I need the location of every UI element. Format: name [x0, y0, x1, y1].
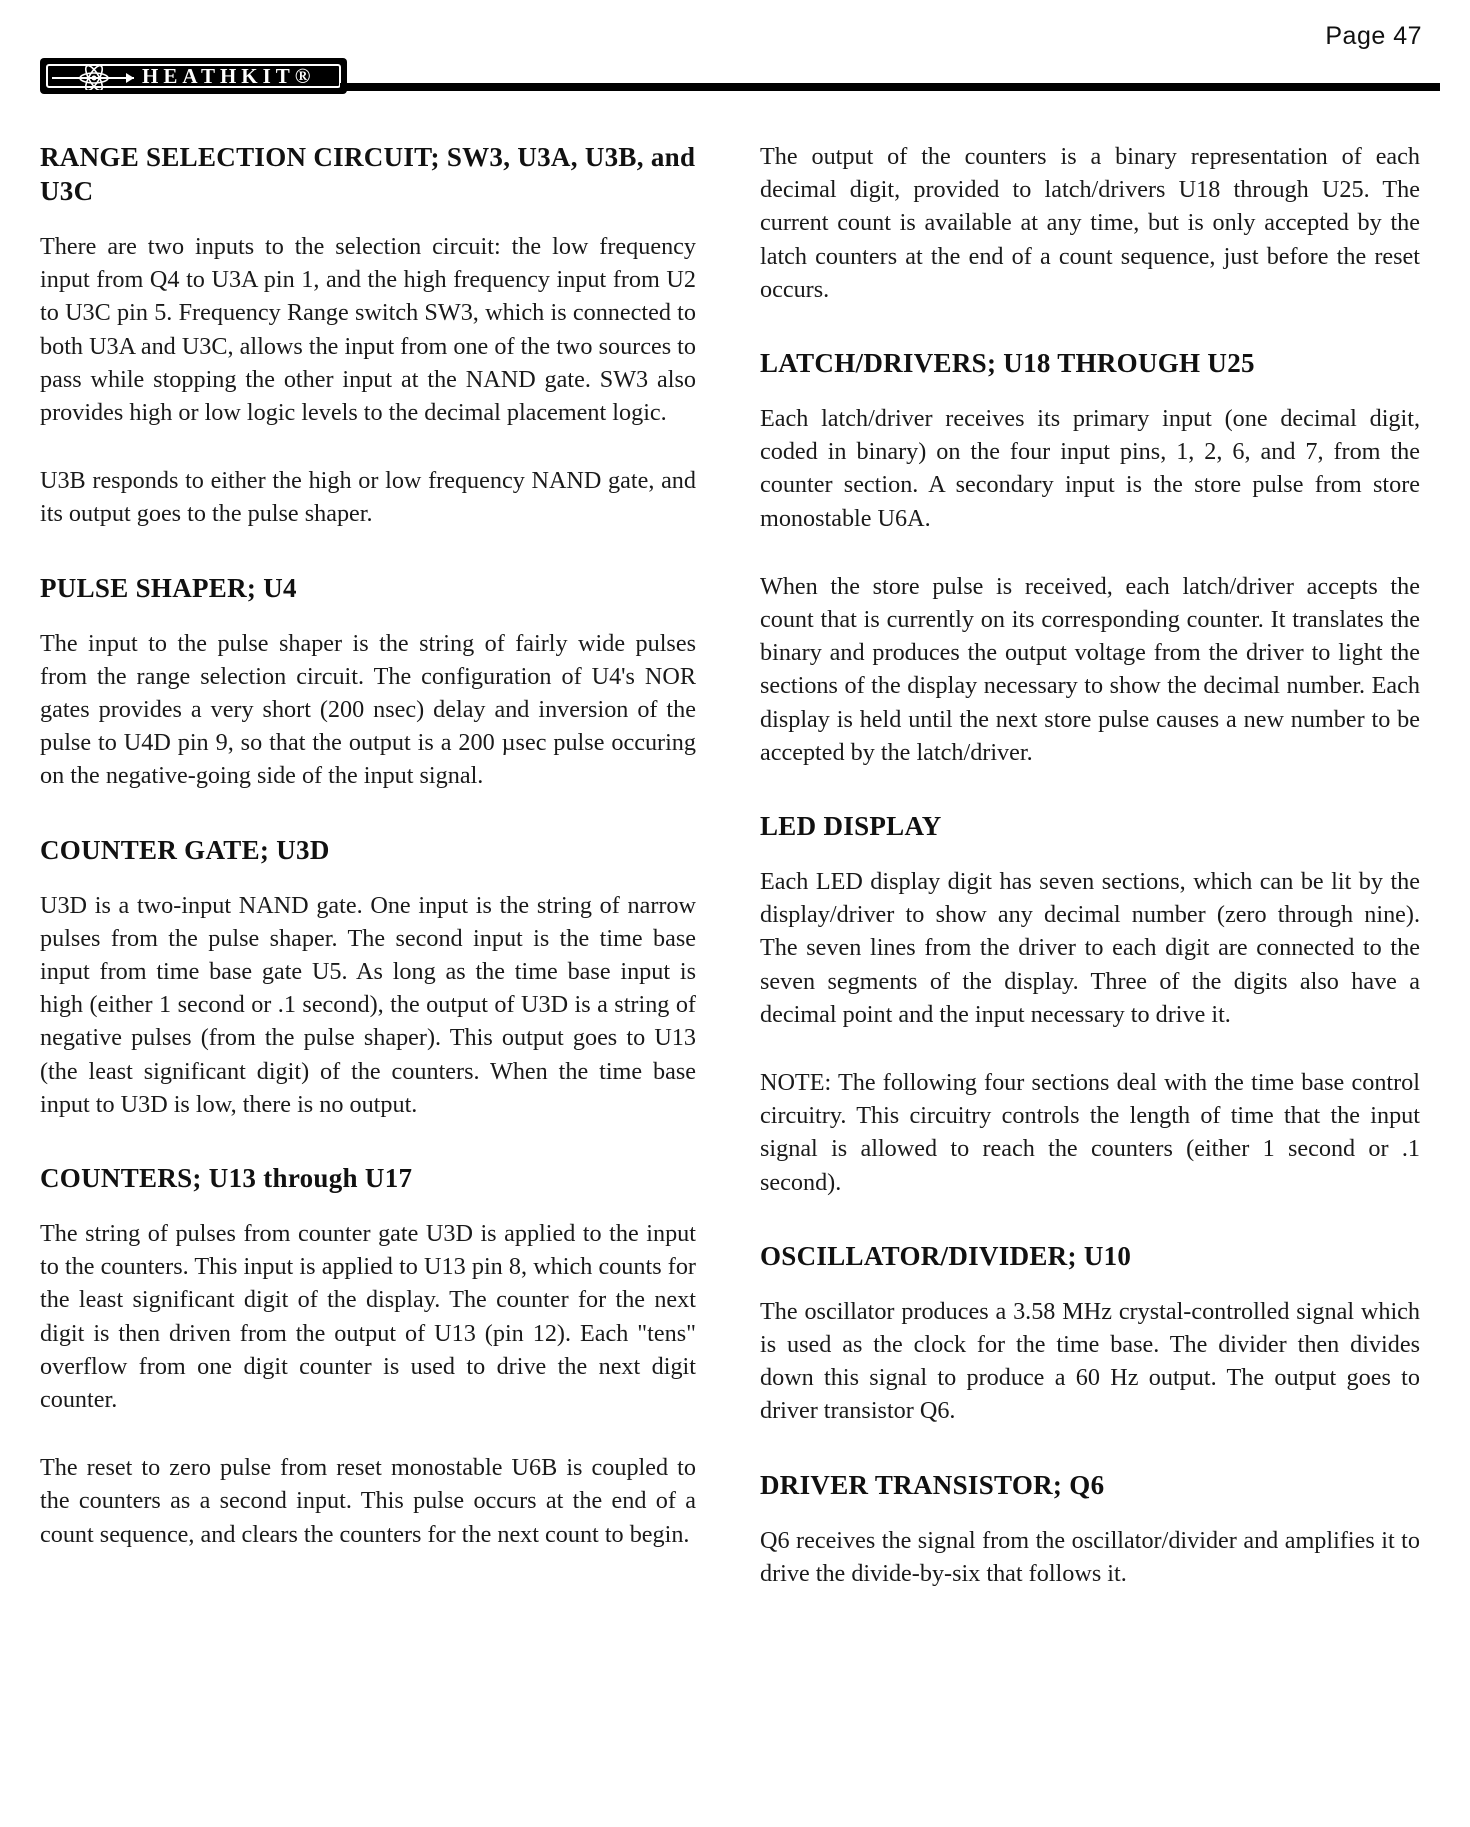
section-heading: PULSE SHAPER; U4: [40, 572, 297, 603]
paragraph: Each LED display digit has seven sections, which can be lit by the display/driver to show any decimal number (zero through nine). The seven lines from the driver to each digit are connected to the seven segments of the display. Three of the digits also have a decimal point and the input necessary to drive it.: [760, 868, 1420, 1028]
left-column: [40, 140, 696, 1551]
paragraph: The string of pulses from counter gate U3D is applied to the input to the counters. This input is applied to U13 pin 8, which counts for the least significant digit of the display. The counter for the next digit is then driven from the output of U13 (pin 12). Each "tens" overflow from one digit counter is used to drive the next digit counter.: [40, 1220, 696, 1414]
section-counters: [40, 1161, 696, 1551]
section-counter-output: [760, 140, 1420, 306]
page-number: Page 47: [1325, 22, 1422, 50]
section-pulse-shaper: [40, 571, 696, 793]
section-heading: LED DISPLAY: [760, 811, 942, 842]
paragraph: Each latch/driver receives its primary input (one decimal digit, coded in binary) on the four input pins, 1, 2, 6, and 7, from the counter section. A secondary input is the store pulse from store monostable U6A.: [760, 405, 1420, 532]
section-led-display: [760, 809, 1420, 1199]
section-latch-drivers: [760, 346, 1420, 769]
section-heading: COUNTER GATE; U3D: [40, 834, 330, 865]
section-oscillator-divider: [760, 1239, 1420, 1428]
section-heading: RANGE SELECTION CIRCUIT; SW3, U3A, U3B, and U3C: [40, 142, 696, 206]
page-header: [40, 58, 1440, 98]
atom-arrow-emblem-icon: [48, 66, 140, 86]
paragraph: The reset to zero pulse from reset monostable U6B is coupled to the counters as a second input. This pulse occurs at the end of a count sequence, and clears the counters for the next count to begin.: [40, 1454, 696, 1548]
paragraph: There are two inputs to the selection circuit: the low frequency input from Q4 to U3A pin 1, and the high frequency input from U2 to U3C pin 5. Frequency Range switch SW3, which is connected to both U3A and U3C, allows the input from one of the two sources to pass while stopping the other input at the NAND gate. SW3 also provides high or low logic levels to the decimal placement logic.: [40, 233, 696, 427]
section-heading: DRIVER TRANSISTOR; Q6: [760, 1469, 1105, 1500]
section-heading: COUNTERS; U13 through U17: [40, 1163, 413, 1194]
paragraph: NOTE: The following four sections deal with the time base control circuitry. This circuitry controls the length of time that the input signal is allowed to reach the counters (either 1 second or .1 second).: [760, 1069, 1420, 1196]
section-heading: OSCILLATOR/DIVIDER; U10: [760, 1240, 1132, 1271]
paragraph: The oscillator produces a 3.58 MHz crystal-controlled signal which is used as the clock for the time base. The divider then divides down this signal to produce a 60 Hz output. The output goes to driver transistor Q6.: [760, 1297, 1420, 1425]
paragraph: Q6 receives the signal from the oscillator/divider and amplifies it to drive the divide-by-six that follows it.: [760, 1526, 1420, 1587]
paragraph: U3D is a two-input NAND gate. One input is the string of narrow pulses from the pulse shaper. The second input is the time base input from time base gate U5. As long as the time base input is high (either 1 second or .1 second), the output of U3D is a string of negative pulses (from the pulse shaper). This output goes to U13 (the least significant digit) of the counters. When the time base input to U3D is low, there is no output.: [40, 891, 696, 1118]
paragraph: The input to the pulse shaper is the string of fairly wide pulses from the range selection circuit. The configuration of U4's NOR gates provides a very short (200 nsec) delay and inversion of the pulse to U4D pin 9, so that the output is a 200 µsec pulse occuring on the negative-going side of the input signal.: [40, 629, 696, 790]
paragraph: U3B responds to either the high or low frequency NAND gate, and its output goes to the pulse shaper.: [40, 467, 696, 528]
paragraph: When the store pulse is received, each latch/driver accepts the count that is currently on its corresponding counter. It translates the binary and produces the output voltage from the driver to light the sections of the display necessary to show the decimal number. Each display is held until the next store pulse causes a new number to be accepted by the latch/driver.: [760, 572, 1420, 766]
section-heading: LATCH/DRIVERS; U18 THROUGH U25: [760, 348, 1255, 379]
section-counter-gate: [40, 833, 696, 1121]
heathkit-logo: [40, 58, 347, 94]
section-driver-transistor: [760, 1468, 1420, 1590]
logo-text: HEATHKIT®: [142, 63, 316, 88]
header-rule: [340, 83, 1440, 91]
section-range-selection: [40, 140, 696, 531]
paragraph: The output of the counters is a binary representation of each decimal digit, provided to latch/drivers U18 through U25. The current count is available at any time, but is only accepted by the latch counters at the end of a count sequence, just before the reset occurs.: [760, 143, 1420, 303]
right-column: [760, 140, 1420, 1590]
